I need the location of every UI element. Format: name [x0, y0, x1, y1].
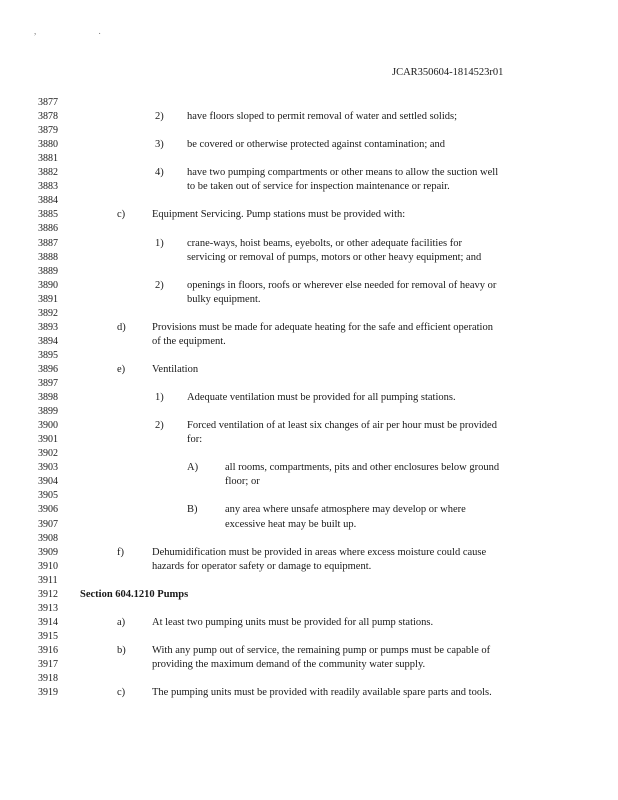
line-text: floor; or [225, 476, 260, 488]
document-line [0, 349, 618, 363]
document-line [0, 447, 618, 461]
document-line [0, 391, 618, 405]
line-number: 3887 [38, 237, 58, 249]
document-line [0, 321, 618, 335]
line-number: 3891 [38, 293, 58, 305]
document-line [0, 630, 618, 644]
list-marker: d) [117, 321, 126, 333]
line-number: 3892 [38, 307, 58, 319]
list-marker: c) [117, 687, 126, 699]
line-text: With any pump out of service, the remaining pump or pumps must be capable of [152, 644, 491, 656]
line-number: 3909 [38, 546, 58, 558]
line-number: 3879 [38, 125, 58, 137]
line-number: 3901 [38, 434, 58, 446]
document-line [0, 461, 618, 475]
line-text: excessive heat may be built up. [225, 518, 357, 530]
line-number: 3904 [38, 476, 58, 488]
list-marker: 3) [155, 139, 164, 151]
line-text: any area where unsafe atmosphere may develop or where [225, 504, 466, 516]
document-line [0, 405, 618, 419]
document-id: JCAR350604-1814523r01 [392, 67, 504, 78]
line-text: have floors sloped to permit removal of water and settled solids; [187, 111, 458, 123]
line-text: servicing or removal of pumps, motors or other heavy equipment; and [187, 251, 482, 263]
list-marker: A) [187, 462, 199, 474]
document-line [0, 686, 618, 700]
document-line [0, 194, 618, 208]
document-line [0, 166, 618, 180]
list-marker: b) [117, 644, 126, 656]
list-marker: 4) [155, 167, 164, 179]
list-marker: 2) [155, 279, 164, 291]
line-number: 3886 [38, 223, 58, 235]
document-line [0, 518, 618, 532]
line-number: 3907 [38, 518, 58, 530]
line-number: 3881 [38, 153, 58, 165]
line-number: 3900 [38, 420, 58, 432]
document-line [0, 222, 618, 236]
line-number: 3911 [38, 574, 58, 586]
document-line [0, 574, 618, 588]
list-marker: 1) [155, 237, 164, 249]
document-line [0, 419, 618, 433]
line-number: 3889 [38, 265, 58, 277]
document-line [0, 251, 618, 265]
line-number: 3882 [38, 167, 58, 179]
line-number: 3908 [38, 532, 58, 544]
list-marker: f) [117, 546, 124, 558]
document-line [0, 475, 618, 489]
document-line [0, 335, 618, 349]
document-line [0, 110, 618, 124]
document-line [0, 560, 618, 574]
line-number: 3917 [38, 659, 58, 670]
line-number: 3905 [38, 490, 58, 502]
list-marker: 1) [155, 392, 164, 404]
line-text: Adequate ventilation must be provided for all pumping stations. [187, 392, 456, 404]
line-text: to be taken out of service for inspection maintenance or repair. [187, 181, 450, 193]
line-number: 3878 [38, 111, 58, 123]
line-number: 3910 [38, 560, 58, 572]
line-number: 3902 [38, 448, 58, 460]
line-number: 3890 [38, 279, 58, 291]
list-marker: 2) [155, 111, 164, 123]
line-number: 3918 [38, 673, 58, 685]
list-marker: e) [117, 363, 126, 375]
line-text: providing the maximum demand of the community water supply. [152, 659, 426, 670]
line-number: 3906 [38, 504, 58, 516]
line-number: 3898 [38, 392, 58, 404]
document-line [0, 616, 618, 630]
document-line [0, 602, 618, 616]
document-line [0, 489, 618, 503]
line-text: of the equipment. [152, 335, 226, 347]
document-line [0, 433, 618, 447]
document-line [0, 208, 618, 222]
line-number: 3903 [38, 462, 58, 474]
list-marker: B) [187, 504, 198, 516]
line-text: bulky equipment. [187, 293, 261, 305]
document-line [0, 279, 618, 293]
document-line [0, 265, 618, 279]
document-line [0, 546, 618, 560]
document-line [0, 672, 618, 686]
document-line [0, 293, 618, 307]
document-line [0, 152, 618, 166]
document-line [0, 138, 618, 152]
scan-specks: , . [34, 26, 131, 36]
document-line [0, 180, 618, 194]
line-text: for: [187, 434, 203, 446]
line-text: Forced ventilation of at least six changes of air per hour must be provided [187, 420, 497, 432]
line-text: openings in floors, roofs or wherever else needed for removal of heavy or [187, 279, 497, 291]
document-line [0, 588, 618, 602]
line-text: The pumping units must be provided with readily available spare parts and tools. [152, 687, 492, 699]
line-number: 3916 [38, 644, 58, 656]
line-text: Ventilation [152, 363, 199, 375]
document-line [0, 124, 618, 138]
line-number: 3915 [38, 630, 58, 642]
line-number: 3880 [38, 139, 58, 151]
line-number: 3899 [38, 406, 58, 418]
line-number: 3884 [38, 195, 58, 207]
list-marker: c) [117, 209, 126, 221]
line-number: 3895 [38, 349, 58, 361]
line-text: hazards for operator safety or damage to equipment. [152, 560, 372, 572]
document-line [0, 644, 618, 658]
line-number: 3896 [38, 363, 58, 375]
document-line [0, 532, 618, 546]
document-line [0, 307, 618, 321]
line-number: 3883 [38, 181, 58, 193]
line-text: Equipment Servicing. Pump stations must be provided with: [152, 209, 406, 221]
line-number: 3897 [38, 378, 58, 389]
line-number: 3912 [38, 588, 58, 600]
line-text: all rooms, compartments, pits and other enclosures below ground [225, 462, 500, 474]
line-text: crane-ways, hoist beams, eyebolts, or other adequate facilities for [187, 237, 462, 249]
line-number: 3888 [38, 251, 58, 263]
document-line [0, 377, 618, 391]
document-line [0, 503, 618, 517]
document-line [0, 96, 618, 110]
line-text: At least two pumping units must be provided for all pump stations. [152, 616, 434, 628]
line-text: Provisions must be made for adequate heating for the safe and efficient operation [152, 321, 493, 333]
list-marker: a) [117, 616, 126, 628]
line-number: 3914 [38, 616, 58, 628]
line-text: have two pumping compartments or other means to allow the suction well [187, 167, 499, 179]
line-number: 3919 [38, 687, 58, 699]
line-number: 3894 [38, 335, 58, 347]
line-number: 3885 [38, 209, 58, 221]
line-text: Dehumidification must be provided in areas where excess moisture could cause [152, 546, 487, 558]
line-number: 3913 [38, 602, 58, 614]
document-line [0, 237, 618, 251]
document-line [0, 363, 618, 377]
section-heading: Section 604.1210 Pumps [80, 588, 189, 600]
line-number: 3893 [38, 321, 58, 333]
document-line [0, 658, 618, 672]
line-text: be covered or otherwise protected against contamination; and [187, 139, 446, 151]
list-marker: 2) [155, 420, 164, 432]
line-number: 3877 [38, 97, 58, 108]
